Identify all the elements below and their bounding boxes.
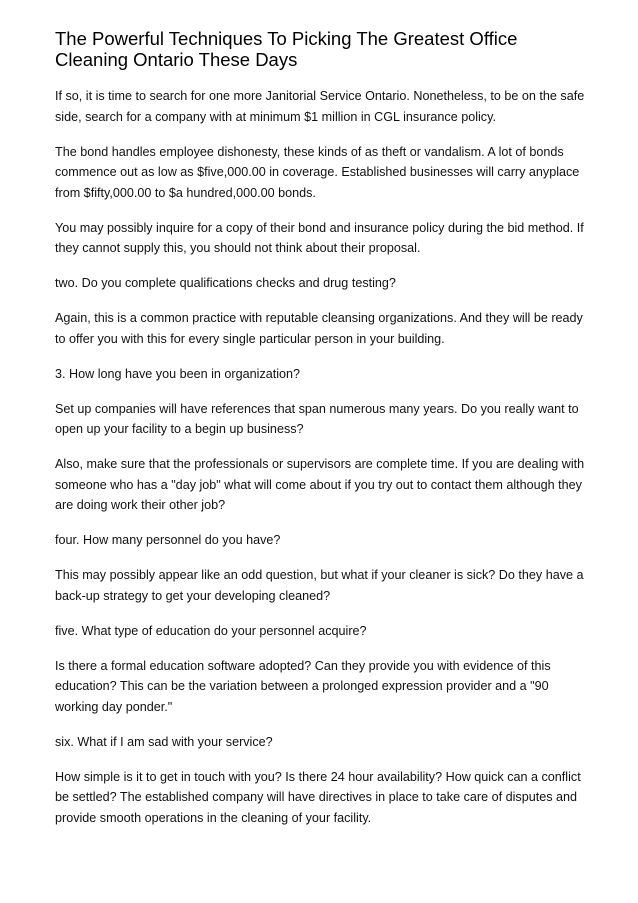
paragraph: Also, make sure that the professionals or supervisors are complete time. If you are dealing with someone who has a "day job" what will come about if you try out to contact them although they are doing work their other job?	[55, 457, 585, 512]
paragraph: You may possibly inquire for a copy of their bond and insurance policy during the bid method. If they cannot supply this, you should not think about their proposal.	[55, 220, 584, 255]
paragraph: Is there a formal education software adopted? Can they provide you with evidence of this education? This can be the variation between a prolonged expression provider and a "90 working day ponder."	[55, 658, 551, 714]
paragraph: Set up companies will have references that span numerous many years. Do you really want to open up your facility to a begin up business?	[55, 401, 579, 436]
question-heading: four. How many personnel do you have?	[55, 533, 281, 547]
paragraph: This may possibly appear like an odd question, but what if your cleaner is sick? Do they have a back-up strategy to get your developing cleaned?	[55, 568, 584, 603]
question-heading: six. What if I am sad with your service?	[55, 734, 273, 749]
paragraph: The bond handles employee dishonesty, these kinds of as theft or vandalism. A lot of bonds commence out as low as $five,000.00 in coverage. Established businesses will carry anyplace from $fifty,000.00 to $a hundred,000.00 bonds.	[55, 144, 580, 200]
document-page	[55, 28, 595, 843]
question-heading: 3. How long have you been in organization?	[55, 366, 301, 381]
paragraph: How simple is it to get in touch with you? Is there 24 hour availability? How quick can a conflict be settled? The established company will have directives in place to take care of disputes and provide smooth operations in the cleaning of your facility.	[55, 769, 581, 825]
document-title: The Powerful Techniques To Picking The Greatest Office Cleaning Ontario These Days	[55, 28, 518, 70]
question-heading: two. Do you complete qualifications checks and drug testing?	[55, 276, 396, 290]
paragraph: If so, it is time to search for one more Janitorial Service Ontario. Nonetheless, to be on the safe side, search for a company with at minimum $1 million in CGL insurance policy.	[55, 89, 585, 124]
question-heading: five. What type of education do your personnel acquire?	[55, 623, 367, 638]
paragraph: Again, this is a common practice with reputable cleansing organizations. And they will be ready to offer you with this for every single particular person in your building.	[55, 311, 583, 346]
